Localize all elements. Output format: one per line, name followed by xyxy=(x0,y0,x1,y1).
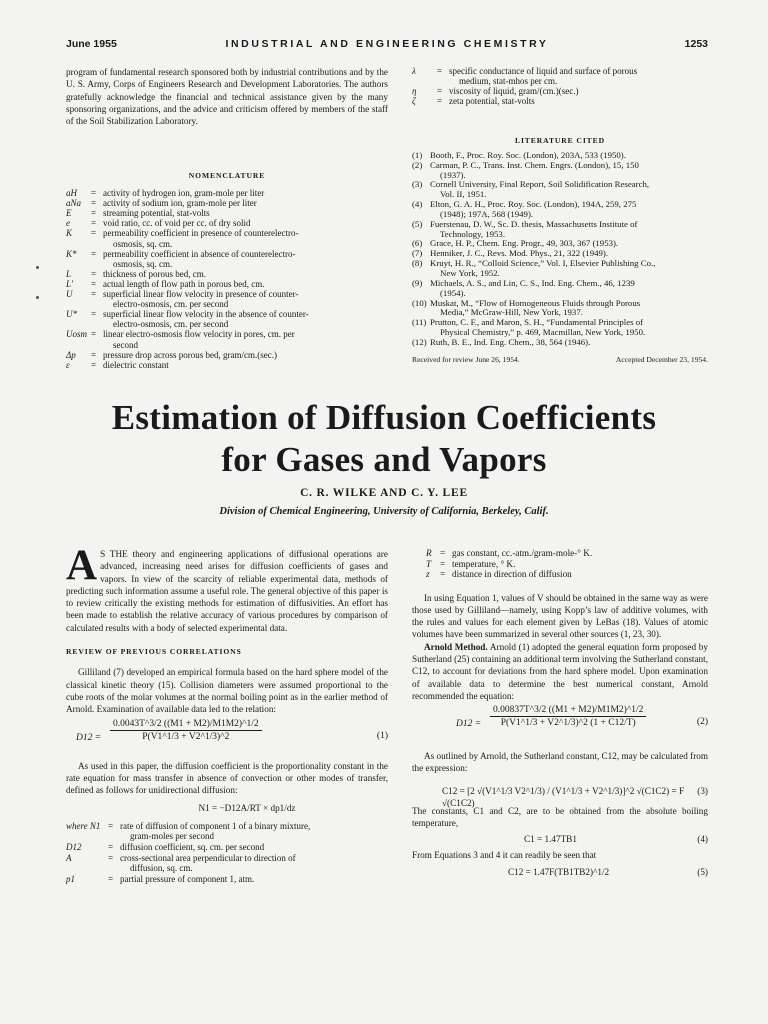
definition xyxy=(452,569,708,580)
equation-2-fraction xyxy=(490,704,646,730)
reference-line: Booth, F., Proc. Roy. Soc. (London), 203A, 533 (1950). xyxy=(430,149,626,160)
definition xyxy=(103,269,388,279)
equation-2-denominator: P(V1^1/3 + V2^1/3)^2 (1 + C12/T) xyxy=(500,718,636,729)
definition-text: zeta potential, stat-volts xyxy=(449,96,535,107)
symbol: λ xyxy=(412,66,416,76)
definition-row xyxy=(412,96,708,106)
equals-sign: = xyxy=(437,96,443,107)
definition-text: permeability coefficient in absence of counterelectro- xyxy=(103,248,296,259)
equation-5 xyxy=(412,862,708,880)
literature-heading: LITERATURE CITED xyxy=(514,136,605,145)
variable-list xyxy=(426,548,708,580)
equals-sign: = xyxy=(108,852,114,863)
reference-continuation: (1948); 197A, 568 (1949). xyxy=(440,208,534,219)
reference-item xyxy=(412,200,708,220)
definition-continuation: second xyxy=(113,339,138,350)
symbol: L xyxy=(66,268,72,279)
symbol: U* xyxy=(66,309,77,320)
reference-number: (2) xyxy=(412,159,423,170)
equals-sign: = xyxy=(91,208,97,219)
received-line xyxy=(412,355,708,364)
header-journal: INDUSTRIAL AND ENGINEERING CHEMISTRY xyxy=(225,38,549,50)
definition xyxy=(103,309,388,329)
drop-cap: A xyxy=(66,542,98,589)
reference-line: Prutton, C. F., and Maron, S. H., “Fundamental Principles of xyxy=(430,317,644,328)
definition-row xyxy=(66,360,388,370)
nomenclature-section xyxy=(66,171,388,370)
reference-number: (5) xyxy=(412,218,423,229)
literature-cited xyxy=(412,136,708,348)
definition-row xyxy=(66,218,388,228)
received-date: Received for review June 26, 1954. xyxy=(412,355,520,364)
equation-1-fraction xyxy=(110,718,262,744)
symbol: E xyxy=(66,208,72,219)
reference-continuation: Vol. II, 1951. xyxy=(440,189,487,200)
equals-sign: = xyxy=(91,309,97,320)
equals-sign: = xyxy=(437,66,443,76)
equals-sign: = xyxy=(440,558,446,569)
reference-continuation: Technology, 1953. xyxy=(440,228,506,239)
equals-sign: = xyxy=(91,248,97,259)
equation-3-text: C12 = [2 √(V1^1/3 V2^1/3) / (V1^1/3 + V2^1/3)]^2 √(C1C2) = F √(C1C2) xyxy=(442,785,685,809)
constants-paragraph: The constants, C1 and C2, are to be obtained from the absolute boiling temperature, xyxy=(412,805,708,829)
definition-row xyxy=(66,853,388,874)
rate-equation: N1 = −D12A/RT × dp1/dz xyxy=(198,803,296,814)
equation-2-numerator: 0.00837T^3/2 ((M1 + M2)/M1M2)^1/2 xyxy=(490,704,646,717)
symbol: L' xyxy=(66,278,73,289)
definition xyxy=(120,853,388,874)
reference-item xyxy=(412,338,708,348)
equation-4-text: C1 = 1.47TB1 xyxy=(524,834,577,845)
opening-paragraph xyxy=(66,542,388,634)
symbol: D12 xyxy=(66,841,82,852)
reference-text xyxy=(430,259,708,279)
reference-item xyxy=(412,180,708,200)
nomenclature-heading: NOMENCLATURE xyxy=(188,171,266,180)
reference-text xyxy=(430,180,708,200)
definition-row xyxy=(426,569,708,580)
definition-text: diffusion coefficient, sq. cm. per second xyxy=(120,841,265,852)
definition-row xyxy=(66,228,388,248)
definition-text: activity of hydrogen ion, gram-mole per liter xyxy=(103,188,265,199)
reference-line: Henniker, J. C., Revs. Mod. Phys., 21, 322 (1949). xyxy=(430,248,609,259)
article-title-line-1: Estimation of Diffusion Coefficients xyxy=(111,398,657,437)
reference-text xyxy=(430,338,708,348)
equation-1-number: (1) xyxy=(376,730,388,741)
equals-sign: = xyxy=(91,359,97,370)
reference-item xyxy=(412,299,708,319)
header-page-number: 1253 xyxy=(684,38,708,50)
definition-text: cross-sectional area perpendicular to direction of xyxy=(120,852,296,863)
definition-text: streaming potential, stat-volts xyxy=(103,208,210,219)
equals-sign: = xyxy=(91,228,97,239)
symbol: aNa xyxy=(66,198,82,209)
definition-text: specific conductance of liquid and surface of porous xyxy=(449,66,638,76)
section-heading-review: REVIEW OF PREVIOUS CORRELATIONS xyxy=(66,647,242,657)
symbol: ε xyxy=(66,359,70,370)
reference-number: (4) xyxy=(412,199,423,210)
definition-row xyxy=(66,842,388,853)
intro-paragraph-block xyxy=(66,66,388,127)
definition-row xyxy=(66,821,388,842)
equals-sign: = xyxy=(91,289,97,300)
article-authors: C. R. WILKE AND C. Y. LEE xyxy=(300,487,468,499)
equation-2-number: (2) xyxy=(696,717,708,728)
definition-text: pressure drop across porous bed, gram/cm.(sec.) xyxy=(103,349,277,360)
definition xyxy=(120,874,388,885)
definition-text: void ratio, cc. of void per cc. of dry solid xyxy=(103,218,251,229)
definition xyxy=(449,86,708,96)
definition-continuation: electro-osmosis, cm. per second xyxy=(113,299,229,310)
equals-sign: = xyxy=(91,188,97,199)
definition xyxy=(103,218,388,228)
equals-sign: = xyxy=(91,329,97,340)
reference-line: Michaels, A. S., and Lin, C. S., Ind. Eng. Chem., 46, 1239 xyxy=(430,277,635,288)
equals-sign: = xyxy=(437,86,443,97)
definition xyxy=(449,96,708,106)
definition-text: thickness of porous bed, cm. xyxy=(103,268,206,279)
right-body-column xyxy=(412,548,708,880)
definition-text: linear electro-osmosis flow velocity in pores, cm. per xyxy=(103,329,295,340)
equals-sign: = xyxy=(91,268,97,279)
definition-paragraph: As used in this paper, the diffusion coefficient is the proportionality constant in the rate equation for mass transfer in absence of convection or other modes of transfer, defined as follows for unidirectional diffusion: xyxy=(66,760,388,796)
reference-line: Muskat, M., “Flow of Homogeneous Fluids through Porous xyxy=(430,297,641,308)
from-equations-paragraph: From Equations 3 and 4 it can readily be seen that xyxy=(412,850,597,861)
equation-2-lhs: D12 = xyxy=(456,719,482,730)
definition xyxy=(452,559,708,570)
equals-sign: = xyxy=(440,548,446,558)
definition xyxy=(103,350,388,360)
definition-text: rate of diffusion of component 1 of a binary mixture, xyxy=(120,820,311,831)
sutherland-paragraph: As outlined by Arnold, the Sutherland constant, C12, may be calculated from the expression: xyxy=(412,751,708,774)
article-title-line-2: for Gases and Vapors xyxy=(221,440,547,479)
reference-line: Fuerstenau, D. W., Sc. D. thesis, Massachusetts Institute of xyxy=(430,218,638,229)
definition-row xyxy=(66,198,388,208)
left-body-column xyxy=(66,542,388,884)
symbol: ζ xyxy=(412,96,416,107)
reference-continuation: Media,” McGraw-Hill, New York, 1937. xyxy=(440,307,583,318)
intro-paragraph: program of fundamental research sponsored both by industrial contributions and by the U. S. Army, Corps of Engineers Research and Development Laboratories. The authors gratefully acknowledge the financial and technical assistance given by the many sponsoring organizations, and the advice and criticism offered by members of the staff of the Soil Stabilization Laboratory. xyxy=(66,67,388,127)
equals-sign: = xyxy=(91,349,97,360)
symbol: Δp xyxy=(66,349,76,360)
equals-sign: = xyxy=(91,198,97,209)
symbol: where N1 xyxy=(66,820,101,831)
reference-text xyxy=(430,161,708,181)
equals-sign: = xyxy=(91,278,97,289)
reference-item xyxy=(412,161,708,181)
margin-mark xyxy=(36,296,39,299)
header-date: June 1955 xyxy=(66,38,117,50)
where-list xyxy=(66,821,388,885)
nomenclature-list xyxy=(66,188,388,370)
symbol: R xyxy=(426,548,432,558)
symbol: T xyxy=(426,558,432,569)
reference-number: (1) xyxy=(412,149,423,160)
symbol: K xyxy=(66,228,73,239)
definition xyxy=(103,198,388,208)
reference-line: Cornell University, Final Report, Soil Solidification Research, xyxy=(430,179,650,190)
reference-number: (3) xyxy=(412,179,423,190)
symbol: η xyxy=(412,86,417,97)
equation-1 xyxy=(66,716,388,760)
definition-text: activity of sodium ion, gram-mole per liter xyxy=(103,198,257,209)
equation-5-number: (5) xyxy=(697,866,708,877)
definition xyxy=(103,228,388,248)
reference-number: (12) xyxy=(412,336,427,347)
reference-item xyxy=(412,220,708,240)
symbol: z xyxy=(426,569,430,579)
equation-1-numerator: 0.0043T^3/2 ((M1 + M2)/M1M2)^1/2 xyxy=(110,718,262,731)
equation-5-text: C12 = 1.47F(TB1TB2)^1/2 xyxy=(508,866,610,877)
definition-continuation: osmosis, sq. cm. xyxy=(113,238,173,249)
symbol: K* xyxy=(66,248,77,259)
definition-text: permeability coefficient in presence of counterelectro- xyxy=(103,228,299,239)
definition-row xyxy=(66,309,388,329)
reference-text xyxy=(430,220,708,240)
reference-continuation: (1937). xyxy=(440,169,466,180)
definition-row xyxy=(412,66,708,86)
reference-line: Elton, G. A. H., Proc. Roy. Soc. (London), 194A, 259, 275 xyxy=(430,199,637,210)
reference-text xyxy=(430,318,708,338)
definition-row xyxy=(66,874,388,885)
definition xyxy=(120,821,388,842)
reference-line: Grace, H. P., Chem. Eng. Progr., 49, 303, 367 (1953). xyxy=(430,238,619,249)
reference-text xyxy=(430,299,708,319)
arnold-paragraph-text: Arnold (1) adopted the general equation form proposed by Sutherland (25) containing an additional term involving the Sutherland constant, C12, to account for deviations from the hard sphere model. Upon examination of available data to determine the best numerical constant, Arnold recommended the equation: xyxy=(412,641,708,701)
reference-line: Carman, P. C., Trans. Inst. Chem. Engrs. (London), 15, 150 xyxy=(430,159,639,170)
arnold-paragraph xyxy=(412,641,708,702)
equals-sign: = xyxy=(108,820,114,831)
reference-number: (9) xyxy=(412,277,423,288)
definition-row xyxy=(66,289,388,309)
reference-number: (8) xyxy=(412,258,423,269)
equation-1-denominator: P(V1^1/3 + V2^1/3)^2 xyxy=(142,731,230,742)
symbol: p1 xyxy=(66,873,75,884)
equation-1-lhs: D12 = xyxy=(76,732,102,743)
definition xyxy=(103,289,388,309)
symbols-continued xyxy=(412,66,708,106)
reference-number: (7) xyxy=(412,248,423,259)
accepted-date: Accepted December 23, 1954. xyxy=(615,355,708,364)
equation-3-number: (3) xyxy=(697,785,708,796)
equation-2 xyxy=(412,702,708,746)
gilliland-paragraph: Gilliland (7) developed an empirical formula based on the hard sphere model of the classical kinetic theory (15). Collision diameters were assumed proportional to the cube roots of the molar volumes at the normal boiling point as in the earlier method of Arnold. Examination of available data led to the relation: xyxy=(66,667,388,715)
kopp-paragraph: In using Equation 1, values of V should be obtained in the same way as were those used by Gilliland—namely, using Kopp’s law of additive volumes, with the rules and values for each element given by LeBas (18). Values of atomic volumes have been summarized in several other sources (1, 23, 30). xyxy=(412,592,708,640)
reference-number: (10) xyxy=(412,297,427,308)
definition xyxy=(103,360,388,370)
definition-text: partial pressure of component 1, atm. xyxy=(120,873,255,884)
reference-number: (6) xyxy=(412,238,423,249)
definition xyxy=(449,66,708,86)
reference-item xyxy=(412,259,708,279)
symbol: aH xyxy=(66,188,77,199)
equation-4-number: (4) xyxy=(697,834,708,845)
article-affiliation: Division of Chemical Engineering, University of California, Berkeley, Calif. xyxy=(219,506,549,517)
definition-text: superficial linear flow velocity in presence of counter- xyxy=(103,289,299,300)
opening-paragraph-text: S THE theory and engineering applications of diffusional operations are advanced, increasing need arises for diffusion coefficients of gases and vapors. In view of the scarcity of reliable experimental data, methods of predicting such information assume a useful role. The general objective of this paper is to review critically the existing methods for estimation of diffusivities. An effort has been made to establish the relative accuracy of various procedures by comparison of calculated results with a body of selected experimental data. xyxy=(66,549,388,633)
running-header xyxy=(66,38,708,52)
equals-sign: = xyxy=(108,873,114,884)
reference-text xyxy=(430,200,708,220)
reference-number: (11) xyxy=(412,317,427,328)
definition-continuation: osmosis, sq. cm. xyxy=(113,258,173,269)
symbol: e xyxy=(66,218,70,229)
reference-line: Ruth, B. E., Ind. Eng. Chem., 38, 564 (1946). xyxy=(430,336,591,347)
definition xyxy=(103,249,388,269)
margin-mark xyxy=(36,266,39,269)
definition xyxy=(120,842,388,853)
reference-list xyxy=(412,151,708,348)
reference-continuation: (1954). xyxy=(440,287,466,298)
equals-sign: = xyxy=(108,841,114,852)
definition-row xyxy=(412,86,708,96)
equals-sign: = xyxy=(91,218,97,229)
symbol: Uosm xyxy=(66,329,88,340)
definition-continuation: medium, stat-mhos per cm. xyxy=(459,76,558,87)
reference-item xyxy=(412,318,708,338)
definition-text: viscosity of liquid, gram/(cm.)(sec.) xyxy=(449,86,579,97)
definition-row xyxy=(66,269,388,279)
definition-text: dielectric constant xyxy=(103,359,169,370)
reference-continuation: Physical Chemistry,” p. 469, Macmillan, New York, 1950. xyxy=(440,327,646,338)
definition-text: actual length of flow path in porous bed, cm. xyxy=(103,278,265,289)
definition xyxy=(103,208,388,218)
equation-3 xyxy=(412,775,708,809)
reference-item xyxy=(412,279,708,299)
definition-text: superficial linear flow velocity in the absence of counter- xyxy=(103,309,309,320)
definition xyxy=(103,279,388,289)
definition-continuation: diffusion, sq. cm. xyxy=(130,863,193,874)
definition-row xyxy=(66,350,388,360)
definition-text: temperature, ° K. xyxy=(452,558,516,569)
definition-continuation: electro-osmosis, cm. per second xyxy=(113,319,229,330)
symbol: A xyxy=(66,852,72,863)
definition-text: gas constant, cc.-atm./gram-mole-° K. xyxy=(452,548,593,558)
definition-row xyxy=(426,559,708,570)
symbol: U xyxy=(66,289,73,300)
reference-text xyxy=(430,279,708,299)
definition xyxy=(103,188,388,198)
definition-row xyxy=(66,188,388,198)
definition xyxy=(103,329,388,349)
equation-4 xyxy=(412,829,708,849)
arnold-heading: Arnold Method. xyxy=(424,641,488,652)
definition-row xyxy=(66,279,388,289)
definition xyxy=(452,548,708,559)
definition-text: distance in direction of diffusion xyxy=(452,569,572,579)
reference-continuation: New York, 1952. xyxy=(440,267,500,278)
definition-continuation: gram-moles per second xyxy=(130,831,214,842)
reference-line: Kruyt, H. R., “Colloid Science,” Vol. I, Elsevier Publishing Co., xyxy=(430,258,656,269)
definition-row xyxy=(66,249,388,269)
definition-row xyxy=(66,208,388,218)
definition-row xyxy=(66,329,388,349)
equals-sign: = xyxy=(440,569,446,579)
definition-row xyxy=(426,548,708,559)
